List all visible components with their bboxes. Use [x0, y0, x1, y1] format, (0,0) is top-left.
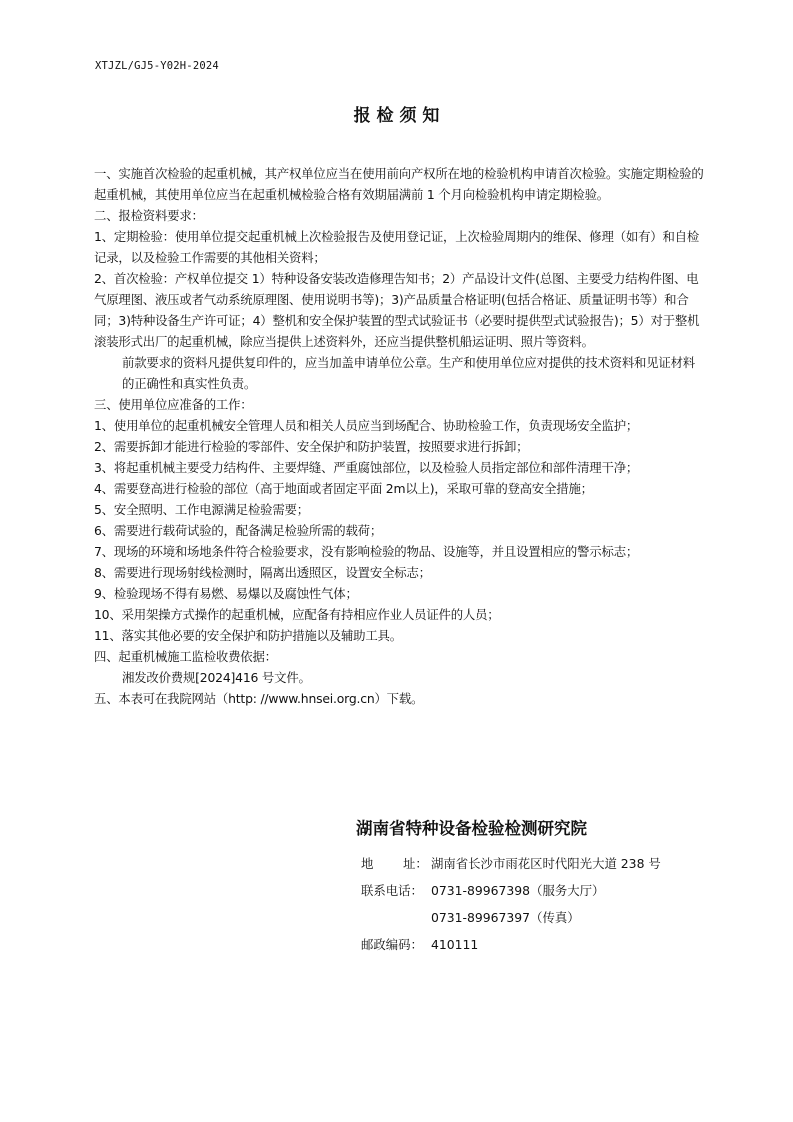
- postcode-label: 邮政编码：: [361, 937, 423, 952]
- address-row: [361, 850, 661, 877]
- paragraph: 3、将起重机械主要受力结构件、主要焊缝、严重腐蚀部位，以及检验人员指定部位和部件清理干净；: [94, 460, 639, 475]
- phone-row: [361, 877, 661, 904]
- paragraph: 7、现场的环境和场地条件符合检验要求，没有影响检验的物品、设施等，并且设置相应的警示标志；: [94, 544, 639, 559]
- paragraph: 8、需要进行现场射线检测时，隔离出透照区，设置安全标志；: [94, 565, 431, 580]
- paragraph: 1、使用单位的起重机械安全管理人员和相关人员应当到场配合、协助检验工作，负责现场安全监护；: [94, 418, 639, 433]
- paragraph: 11、落实其他必要的安全保护和防护措施以及辅助工具。: [94, 628, 402, 643]
- paragraph: 三、使用单位应准备的工作：: [94, 397, 253, 412]
- paragraph: 9、检验现场不得有易燃、易爆以及腐蚀性气体；: [94, 586, 358, 601]
- paragraph: 4、需要登高进行检验的部位（高于地面或者固定平面 2m以上)，采取可靠的登高安全措施；: [94, 481, 593, 496]
- paragraph: 2、首次检验：产权单位提交 1）特种设备安装改造修理告知书；2）产品设计文件(总图、主要受力结构件图、电气原理图、液压或者气动系统原理图、使用说明书等)；3)产品质量合格证明(包括合格证、质量证明书等）和合同；3)特种设备生产许可证；4）整机和安全保护装置的型式试验证书（必要时提供型式试验报告)；5）对于整机滚装形式出厂的起重机械，除应当提供上述资料外，还应当提供整机船运证明、照片等资料。: [94, 271, 700, 349]
- phone-value: 0731-89967398（服务大厅）: [431, 883, 605, 898]
- paragraph: 5、安全照明、工作电源满足检验需要；: [94, 502, 309, 517]
- contact-info: [361, 850, 661, 958]
- document-code: XTJZL/GJ5-Y02H-2024: [95, 60, 219, 72]
- paragraph: 前款要求的资料凡提供复印件的，应当加盖申请单位公章。生产和使用单位应对提供的技术资料和见证材料的正确性和真实性负责。: [122, 355, 695, 391]
- postcode-row: [361, 931, 661, 958]
- organization-name: 湖南省特种设备检验检测研究院: [356, 819, 587, 838]
- paragraph: 四、起重机械施工监检收费依据：: [94, 649, 277, 664]
- paragraph: 湘发改价费规[2024]416 号文件。: [122, 670, 311, 685]
- paragraph: 1、定期检验：使用单位提交起重机械上次检验报告及使用登记证，上次检验周期内的维保、修理（如有）和自检记录，以及检验工作需要的其他相关资料；: [94, 229, 700, 265]
- page-title: 报 检 须 知: [353, 106, 440, 126]
- phone-label: 联系电话：: [361, 883, 423, 898]
- fax-value: 0731-89967397（传真）: [431, 910, 580, 925]
- address-value: 湖南省长沙市雨花区时代阳光大道 238 号: [431, 856, 661, 871]
- paragraph: 10、采用架操方式操作的起重机械，应配备有持相应作业人员证件的人员；: [94, 607, 500, 622]
- paragraph: 五、本表可在我院网站（http: //www.hnsei.org.cn）下载。: [94, 691, 424, 706]
- paragraph: 2、需要拆卸才能进行检验的零部件、安全保护和防护装置，按照要求进行拆卸；: [94, 439, 529, 454]
- address-label: 地 址：: [361, 856, 428, 871]
- fax-row: [361, 904, 661, 931]
- paragraph: 一、实施首次检验的起重机械，其产权单位应当在使用前向产权所在地的检验机构申请首次检验。实施定期检验的起重机械，其使用单位应当在起重机械检验合格有效期届满前 1 个月向检验机构申请定期检验。: [94, 166, 704, 202]
- paragraph: 二、报检资料要求：: [94, 208, 204, 223]
- paragraph: 6、需要进行载荷试验的，配备满足检验所需的载荷；: [94, 523, 383, 538]
- postcode-value: 410111: [431, 937, 479, 952]
- notice-body: [94, 163, 704, 709]
